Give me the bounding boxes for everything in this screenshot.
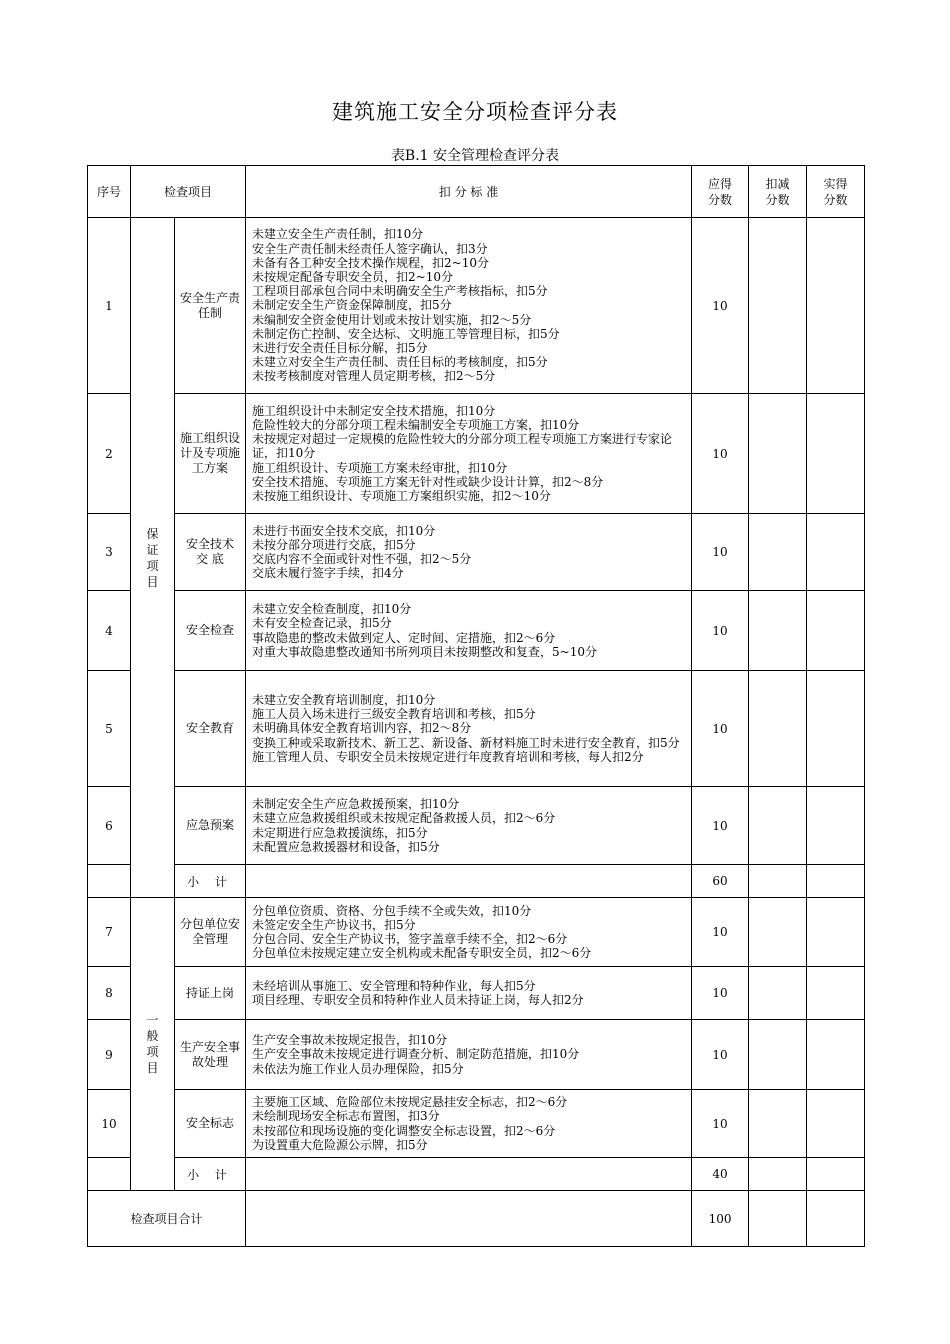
deduct-score-cell[interactable] xyxy=(749,514,807,591)
standard-line: 未按考核制度对管理人员定期考核，扣2～5分 xyxy=(252,369,496,384)
deduct-score-cell[interactable] xyxy=(749,1158,807,1191)
deduction-standard xyxy=(246,671,692,787)
standard-line: 分包合同、安全生产协议书，签字盖章手续不全，扣2～6分 xyxy=(252,932,568,946)
actual-score-cell[interactable] xyxy=(807,865,865,898)
actual-score-cell[interactable] xyxy=(807,1020,865,1090)
standard-line: 未定期进行应急救援演练，扣5分 xyxy=(252,825,428,840)
actual-score-cell[interactable] xyxy=(807,787,865,865)
check-item: 安全标志 xyxy=(175,1090,246,1158)
standard-line: 未编制安全资金使用计划或未按计划实施，扣2～5分 xyxy=(252,312,532,327)
check-item: 生产安全事故处理 xyxy=(175,1020,246,1090)
deduction-standard xyxy=(246,514,692,591)
deduction-standard xyxy=(246,898,692,967)
table-subtitle: 表B.1 安全管理检查评分表 xyxy=(390,148,560,164)
check-item: 安全教育 xyxy=(175,671,246,787)
standard-line: 未按部位和现场设施的变化调整安全标志设置，扣2～6分 xyxy=(252,1123,556,1138)
standard-line: 分包单位未按规定建立安全机构或未配备专职安全员，扣2～6分 xyxy=(252,946,592,961)
should-score: 10 xyxy=(692,1020,749,1090)
standard-line: 未制定安全生产资金保障制度，扣5分 xyxy=(252,298,452,313)
standard-line: 安全技术措施、专项施工方案无针对性或缺少设计计算，扣2～8分 xyxy=(252,474,604,489)
standard-line: 未建立对安全生产责任制、责任目标的考核制度，扣5分 xyxy=(252,355,548,370)
standard-line: 未配置应急救援器材和设备，扣5分 xyxy=(252,839,440,854)
check-item: 持证上岗 xyxy=(175,967,246,1020)
subtotal-score: 60 xyxy=(692,865,749,898)
total-row xyxy=(88,1191,865,1247)
should-score: 10 xyxy=(692,218,749,394)
actual-score-cell[interactable] xyxy=(807,1158,865,1191)
table-row xyxy=(88,787,865,865)
should-score: 10 xyxy=(692,967,749,1020)
row-number: 8 xyxy=(88,967,131,1020)
standard-line: 未建立安全检查制度，扣10分 xyxy=(252,602,412,617)
check-item: 安全生产责任制 xyxy=(175,218,246,394)
should-score: 10 xyxy=(692,671,749,787)
should-score: 10 xyxy=(692,898,749,967)
deduct-score-cell[interactable] xyxy=(749,787,807,865)
category-label: 保证项目 xyxy=(146,526,159,589)
should-score: 10 xyxy=(692,1090,749,1158)
row-number: 1 xyxy=(88,218,131,394)
standard-line: 变换工种或采取新技术、新工艺、新设备、新材料施工时未进行安全教育，扣5分 xyxy=(252,735,680,750)
deduct-score-cell[interactable] xyxy=(749,898,807,967)
should-score: 10 xyxy=(692,394,749,514)
empty-cell xyxy=(246,865,692,898)
row-number: 3 xyxy=(88,514,131,591)
standard-line: 未绘制现场安全标志布置图，扣3分 xyxy=(252,1109,440,1124)
table-row xyxy=(88,671,865,787)
standard-line: 交底内容不全面或针对性不强，扣2～5分 xyxy=(252,552,472,566)
standard-line: 安全生产责任制未经责任人签字确认，扣3分 xyxy=(252,241,488,256)
deduct-score-cell[interactable] xyxy=(749,865,807,898)
deduct-score-cell[interactable] xyxy=(749,967,807,1020)
should-score: 10 xyxy=(692,787,749,865)
page-title: 建筑施工安全分项检查评分表 xyxy=(332,100,618,124)
total-label: 检查项目合计 xyxy=(88,1191,246,1247)
standard-line: 分包单位资质、资格、分包手续不全或失效，扣10分 xyxy=(252,903,532,918)
standard-line: 未按规定配备专职安全员，扣2~10分 xyxy=(252,269,453,284)
deduction-standard xyxy=(246,394,692,514)
standard-line: 为设置重大危险源公示牌，扣5分 xyxy=(252,1137,428,1152)
standard-line: 未进行书面安全技术交底，扣10分 xyxy=(252,523,436,538)
table-row xyxy=(88,394,865,514)
actual-score-cell[interactable] xyxy=(807,967,865,1020)
standard-line: 生产安全事故未按规定报告，扣10分 xyxy=(252,1033,448,1048)
standard-line: 未按分部分项进行交底，扣5分 xyxy=(252,537,416,552)
header-actual-score: 实得 分数 xyxy=(807,166,865,218)
standard-line: 未建立应急救援组织或未按规定配备救援人员，扣2～6分 xyxy=(252,811,556,826)
standard-line: 未明确具体安全教育培训内容，扣2～8分 xyxy=(252,721,472,736)
actual-score-cell[interactable] xyxy=(807,514,865,591)
standard-line: 未建立安全生产责任制，扣10分 xyxy=(252,227,424,242)
subtotal-row xyxy=(88,865,865,898)
standard-line: 未备有各工种安全技术操作规程，扣2~10分 xyxy=(252,255,489,270)
row-number: 9 xyxy=(88,1020,131,1090)
header-standard: 扣 分 标 准 xyxy=(246,166,692,218)
actual-score-cell[interactable] xyxy=(807,394,865,514)
category-guarantee xyxy=(131,218,175,898)
header-should-score: 应得 分数 xyxy=(692,166,749,218)
table-row xyxy=(88,514,865,591)
standard-line: 未进行安全责任目标分解，扣5分 xyxy=(252,341,428,355)
standard-line: 施工组织设计、专项施工方案未经审批，扣10分 xyxy=(252,460,508,475)
standard-line: 工程项目部承包合同中未明确安全生产考核指标，扣5分 xyxy=(252,284,548,299)
standard-line: 交底未履行签字手续，扣4分 xyxy=(252,566,404,581)
standard-line: 危险性较大的分部分项工程未编制安全专项施工方案，扣10分 xyxy=(252,417,580,432)
standard-line: 事故隐患的整改未做到定人、定时间、定措施，扣2～6分 xyxy=(252,630,556,645)
actual-score-cell[interactable] xyxy=(807,1191,865,1247)
standard-line: 未签定安全生产协议书，扣5分 xyxy=(252,917,416,932)
deduction-standard xyxy=(246,787,692,865)
standard-line: 对重大事故隐患整改通知书所列项目未按期整改和复查，5~10分 xyxy=(252,644,597,659)
header-no: 序号 xyxy=(88,166,131,218)
check-item: 安全技术 交 底 xyxy=(175,514,246,591)
actual-score-cell[interactable] xyxy=(807,218,865,394)
standard-line: 施工组织设计中未制定安全技术措施，扣10分 xyxy=(252,403,496,418)
deduction-standard xyxy=(246,591,692,671)
row-number: 4 xyxy=(88,591,131,671)
deduction-standard xyxy=(246,218,692,394)
empty-cell xyxy=(246,1158,692,1191)
standard-line: 施工管理人员、专职安全员未按规定进行年度教育培训和考核，每人扣2分 xyxy=(252,749,644,764)
deduct-score-cell[interactable] xyxy=(749,1090,807,1158)
header-row xyxy=(88,166,865,218)
check-item: 应急预案 xyxy=(175,787,246,865)
row-number: 2 xyxy=(88,394,131,514)
actual-score-cell[interactable] xyxy=(807,1090,865,1158)
should-score: 10 xyxy=(692,591,749,671)
deduction-standard xyxy=(246,1090,692,1158)
subtotal-label: 小 计 xyxy=(175,865,246,898)
score-table xyxy=(87,165,865,1247)
empty-cell xyxy=(88,865,131,898)
standard-line: 未按施工组织设计、专项施工方案组织实施，扣2～10分 xyxy=(252,489,551,503)
empty-cell xyxy=(246,1191,692,1247)
standard-line: 未建立安全教育培训制度，扣10分 xyxy=(252,692,436,707)
subtotal-label: 小 计 xyxy=(175,1158,246,1191)
deduct-score-cell[interactable] xyxy=(749,394,807,514)
deduct-score-cell[interactable] xyxy=(749,671,807,787)
subtotal-score: 40 xyxy=(692,1158,749,1191)
standard-line: 主要施工区域、危险部位未按规定悬挂安全标志，扣2～6分 xyxy=(252,1095,568,1110)
deduct-score-cell[interactable] xyxy=(749,591,807,671)
deduct-score-cell[interactable] xyxy=(749,1191,807,1247)
standard-line: 未有安全检查记录，扣5分 xyxy=(252,616,392,631)
table-row xyxy=(88,898,865,967)
check-item: 分包单位安全管理 xyxy=(175,898,246,967)
standard-line: 未按规定对超过一定规模的危险性较大的分部分项工程专项施工方案进行专家论证，扣10分 xyxy=(252,432,673,461)
category-label: 一般项目 xyxy=(146,1013,159,1075)
should-score: 10 xyxy=(692,514,749,591)
deduct-score-cell[interactable] xyxy=(749,1020,807,1090)
table-row xyxy=(88,967,865,1020)
actual-score-cell[interactable] xyxy=(807,898,865,967)
check-item: 施工组织设计及专项施工方案 xyxy=(175,394,246,514)
empty-cell xyxy=(88,1158,131,1191)
category-general xyxy=(131,898,175,1191)
standard-line: 未依法为施工作业人员办理保险，扣5分 xyxy=(252,1061,464,1076)
table-row xyxy=(88,1090,865,1158)
deduction-standard xyxy=(246,1020,692,1090)
standard-line: 施工人员入场未进行三级安全教育培训和考核，扣5分 xyxy=(252,707,536,722)
standard-line: 生产安全事故未按规定进行调查分析、制定防范措施，扣10分 xyxy=(252,1047,580,1062)
row-number: 6 xyxy=(88,787,131,865)
header-deduct-score: 扣减 分数 xyxy=(749,166,807,218)
table-row xyxy=(88,591,865,671)
standard-line: 未经培训从事施工、安全管理和特种作业，每人扣5分 xyxy=(252,978,536,993)
header-item: 检查项目 xyxy=(131,166,246,218)
check-item: 安全检查 xyxy=(175,591,246,671)
standard-line: 项目经理、专职安全员和特种作业人员未持证上岗，每人扣2分 xyxy=(252,993,584,1007)
standard-line: 未制定安全生产应急救援预案，扣10分 xyxy=(252,797,460,812)
row-number: 10 xyxy=(88,1090,131,1158)
table-row xyxy=(88,218,865,394)
deduct-score-cell[interactable] xyxy=(749,218,807,394)
actual-score-cell[interactable] xyxy=(807,591,865,671)
deduction-standard xyxy=(246,967,692,1020)
row-number: 7 xyxy=(88,898,131,967)
subtotal-row xyxy=(88,1158,865,1191)
row-number: 5 xyxy=(88,671,131,787)
actual-score-cell[interactable] xyxy=(807,671,865,787)
total-score: 100 xyxy=(692,1191,749,1247)
standard-line: 未制定伤亡控制、安全达标、文明施工等管理目标，扣5分 xyxy=(252,326,560,341)
table-row xyxy=(88,1020,865,1090)
